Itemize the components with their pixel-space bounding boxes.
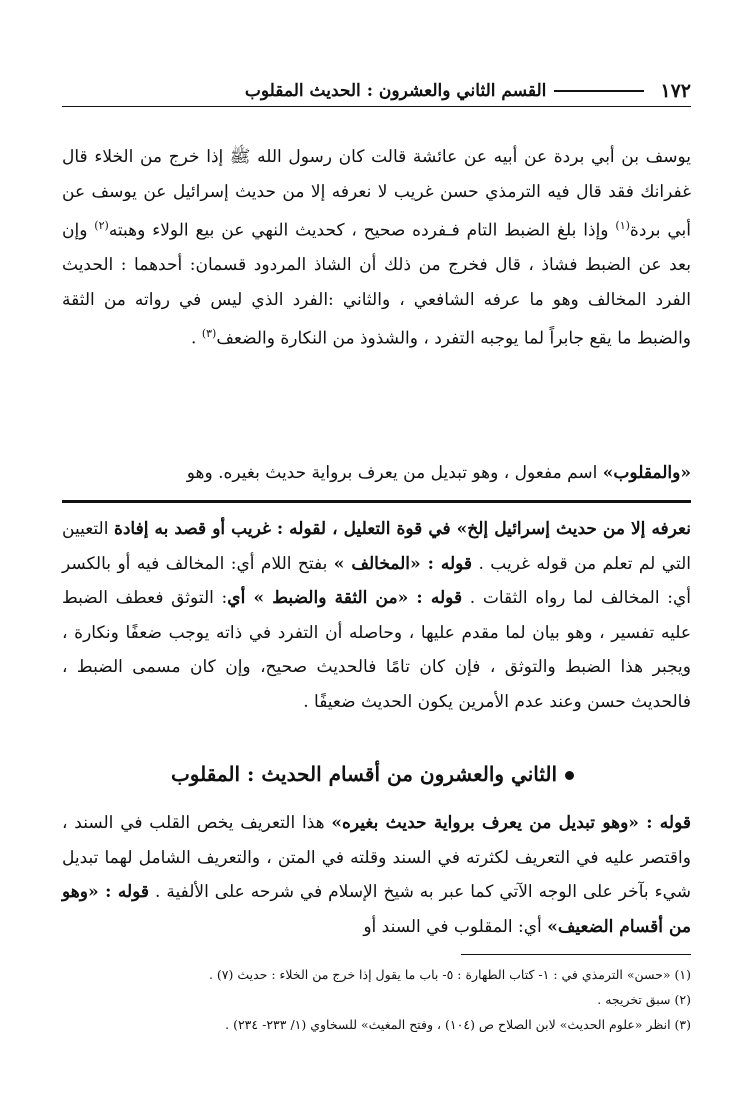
- running-header: [62, 78, 691, 104]
- commentary-text-b: بفتح اللام أي: المخالف فيه أو بالكسر أي: المخالف لما رواه الثقات .: [62, 553, 691, 608]
- main-text-part-3: وإن بعد عن الضبط فشاذ ، قال فخرج من ذلك أن الشاذ المردود قسمان: أحدهما : الحديث الفرد المخالف وهو ما عرفه الشافعي ، والثاني :الفرد الذي ليس في رواته من الثقة والضبط ما يقع جابراً لما يوجبه التفرد ، والشذوذ من النكارة والضعف: [62, 220, 691, 349]
- footnote-ref-2[interactable]: (٢): [94, 219, 109, 232]
- footnotes: [62, 962, 691, 1037]
- commentary-text-c: : التوثق فعطف الضبط عليه تفسير ، وهو بيان لما مقدم عليها ، وحاصله أن التفرد في ذاته يوجب ضعفًا ونكارة ، ويجبر هذا الضبط والتوثق ، فإن كان تامًا فالحديث صحيح، وإن كان مسمى الضبط ، فالحديث حسن وعند عدم الأمرين يكون الحديث ضعيفًا .: [62, 588, 691, 712]
- commentary-lead: نعرفه إلا من حديث إسرائيل إلخ» في قوة التعليل ، لقوله : غريب أو قصد به إفادة: [113, 519, 691, 539]
- commentary-2-text-a: هذا التعريف يخص القلب في السند ، واقتصر عليه في التعريف لكثرته في السند وقلته في المتن ، والتعريف الشامل لهما تبديل شيء بآخر على الوجه الآتي كما عبر به شيخ الإسلام في شرحه على الألفية .: [62, 813, 691, 902]
- main-text-paragraph: [62, 140, 691, 356]
- commentary-divider: [62, 500, 691, 503]
- page: [62, 0, 691, 1093]
- bullet-icon: [565, 771, 574, 780]
- footnote-rule: [461, 954, 691, 955]
- main-text-part-1: يوسف بن أبي بردة عن أبيه عن عائشة قالت كان رسول الله ﷺ إذا خرج من الخلاء قال غفرانك فقد قال فيه الترمذي حسن غريب لا نعرفه إلا من حديث إسرائيل عن يوسف عن أبي بردة: [62, 147, 691, 241]
- footnote-1: (١) «حسن» الترمذي في : ١- كتاب الطهارة : ٥- باب ما يقول إذا خرج من الخلاء : حديث (٧) .: [208, 967, 691, 982]
- header-dash: [554, 90, 644, 92]
- commentary-quote-2: قوله : «من الثقة والضبط » أي: [227, 588, 463, 608]
- header-rule: [62, 106, 691, 107]
- main-text-part-2: وإذا بلغ الضبط التام فـفرده صحيح ، كحديث النهي عن بيع الولاء وهبته: [108, 220, 616, 241]
- commentary-2-quote-1: قوله : «وهو تبديل من يعرف برواية حديث بغيره»: [331, 813, 691, 833]
- commentary-2-quote-2: قوله : «وهو من أقسام الضعيف»: [62, 882, 691, 937]
- footnote-ref-1[interactable]: (١): [615, 219, 630, 232]
- footnote-3: (٣) انظر «علوم الحديث» لابن الصلاح ص (١٠٤) ، وفتح المغيث» للسخاوي (١/ ٢٣٣- ٢٣٤) .: [225, 1017, 691, 1032]
- main-text-second-rest: اسم مفعول ، وهو تبديل من يعرف برواية حديث بغيره. وهو: [186, 463, 603, 483]
- header-title: القسم الثاني والعشرون : الحديث المقلوب: [244, 81, 547, 101]
- section-heading: [62, 762, 691, 786]
- commentary-2-text-b: أي: المقلوب في السند أو: [363, 916, 548, 937]
- commentary-text-a: التعيين التي لم تعلم من قوله غريب .: [62, 519, 691, 574]
- commentary-2-paragraph: [62, 806, 691, 944]
- footnote-ref-3[interactable]: (٣): [201, 327, 217, 341]
- page-number: ١٧٢: [660, 80, 691, 102]
- main-text-end: .: [191, 328, 202, 349]
- section-heading-text: الثاني والعشرون من أقسام الحديث : المقلوب: [170, 762, 558, 786]
- main-text-second-paragraph: [62, 456, 691, 491]
- commentary-quote-1: قوله : «المخالف »: [333, 553, 473, 574]
- term-maqlub: «والمقلوب»: [602, 463, 691, 483]
- footnote-2: (٢) سبق تخريجه .: [597, 992, 691, 1007]
- commentary-paragraph: [62, 512, 691, 719]
